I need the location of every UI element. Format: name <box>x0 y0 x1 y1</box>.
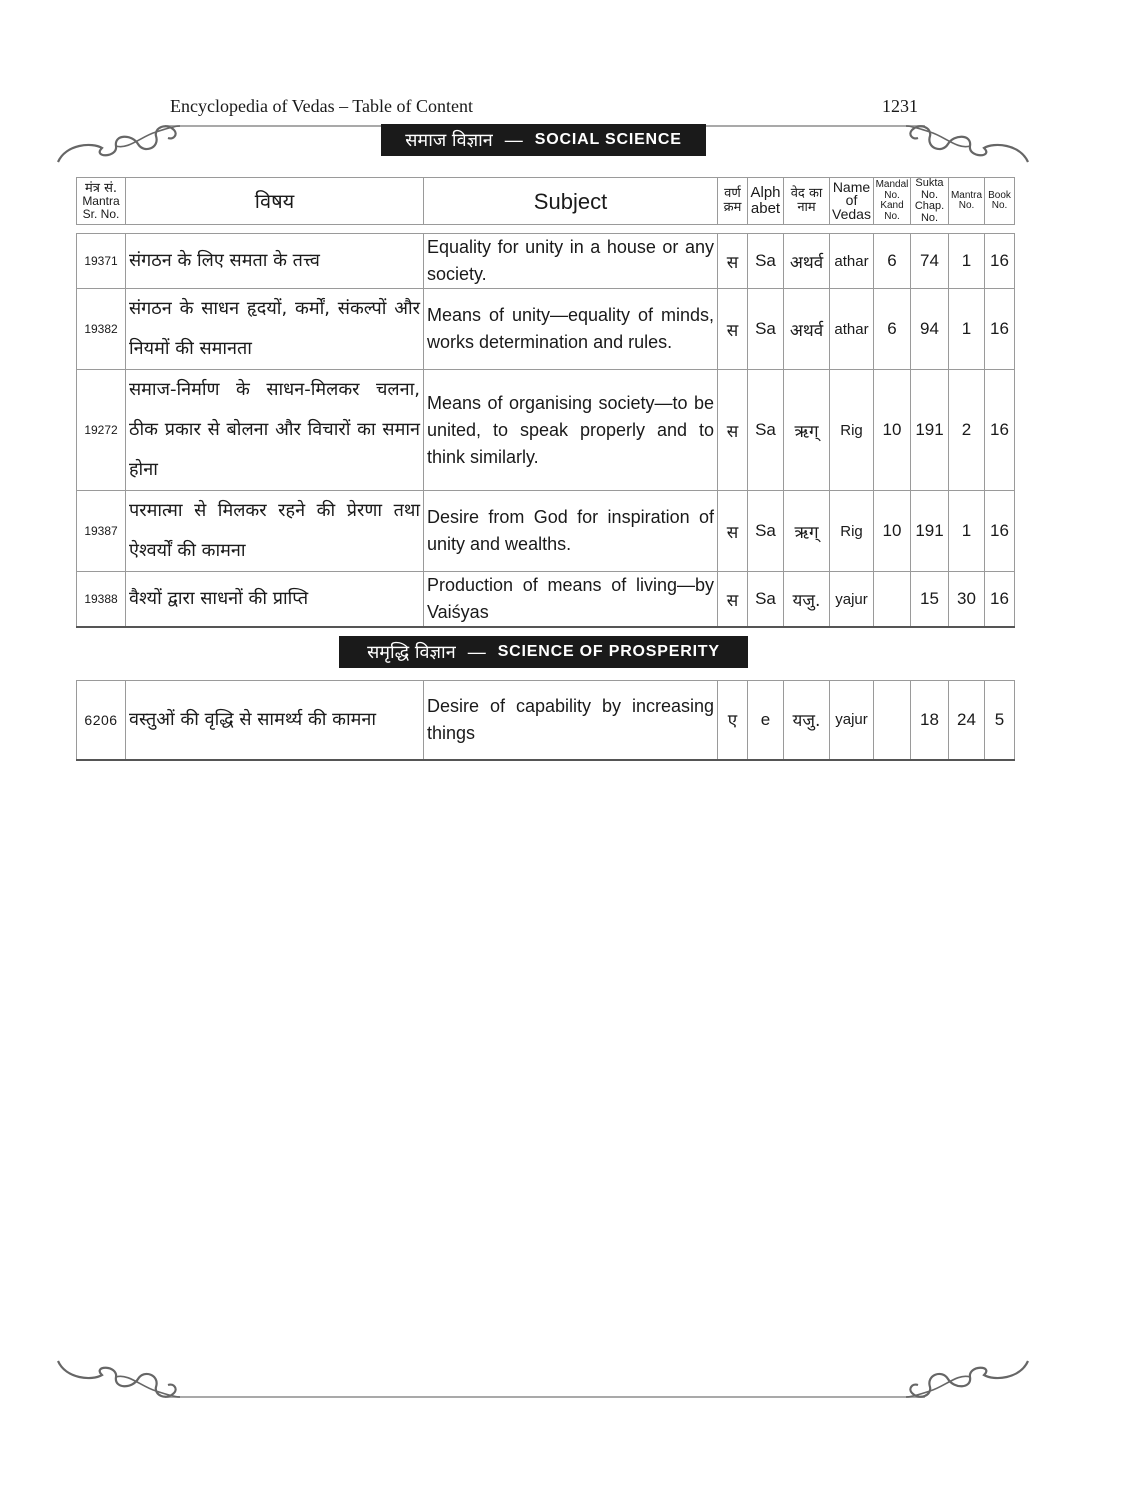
mandal-no: 10 <box>874 491 911 572</box>
book-no: 16 <box>985 370 1015 491</box>
science-of-prosperity-table <box>76 680 1015 761</box>
topic-hindi: संगठन के लिए समता के तत्त्व <box>126 234 424 289</box>
header-mantra-no: Mantra No. <box>949 178 985 225</box>
ved-name-english: yajur <box>830 572 874 628</box>
mantra-no: 1 <box>949 289 985 370</box>
varna-kram: स <box>718 572 748 628</box>
header-subject: Subject <box>424 178 718 225</box>
ved-name-english: yajur <box>830 681 874 760</box>
topic-english: Means of unity—equality of minds, works determination and rules. <box>424 289 718 370</box>
varna-kram: स <box>718 289 748 370</box>
mantra-sr-no: 19272 <box>77 370 126 491</box>
bottom-frame-line <box>165 1396 925 1398</box>
section-banner-social-science <box>381 124 706 156</box>
ved-name-english: athar <box>830 289 874 370</box>
mandal-no: 6 <box>874 234 911 289</box>
book-no: 16 <box>985 289 1015 370</box>
topic-english: Equality for unity in a house or any society. <box>424 234 718 289</box>
ved-name-english: Rig <box>830 370 874 491</box>
ved-name-hindi: अथर्व <box>784 289 830 370</box>
mantra-sr-no: 19382 <box>77 289 126 370</box>
book-no: 16 <box>985 234 1015 289</box>
mantra-sr-no: 19371 <box>77 234 126 289</box>
sukta-no: 191 <box>911 491 949 572</box>
mandal-no: 6 <box>874 289 911 370</box>
sukta-no: 18 <box>911 681 949 760</box>
running-head <box>170 96 918 122</box>
topic-hindi: वस्तुओं की वृद्धि से सामर्थ्य की कामना <box>126 681 424 760</box>
book-no: 5 <box>985 681 1015 760</box>
section-title-english: SOCIAL SCIENCE <box>534 131 682 148</box>
header-varna-kram: वर्ण क्रम <box>718 178 748 225</box>
mantra-sr-no: 19388 <box>77 572 126 628</box>
mandal-no: 10 <box>874 370 911 491</box>
book-no: 16 <box>985 572 1015 628</box>
sukta-no: 94 <box>911 289 949 370</box>
section-dash: — <box>467 641 486 662</box>
page-number: 1231 <box>882 96 918 116</box>
book-title: Encyclopedia of Vedas – Table of Content <box>170 96 473 116</box>
table-row <box>77 491 1015 572</box>
mandal-no <box>874 681 911 760</box>
ved-name-hindi: यजु. <box>784 572 830 628</box>
sukta-no: 191 <box>911 370 949 491</box>
ved-name-english: Rig <box>830 491 874 572</box>
bottom-right-ornament <box>905 1355 1030 1405</box>
header-mandal-kand-no: Mandal No. Kand No. <box>874 178 911 225</box>
topic-hindi: वैश्यों द्वारा साधनों की प्राप्ति <box>126 572 424 628</box>
mantra-sr-no: 6206 <box>77 681 126 760</box>
ved-name-hindi: ऋग् <box>784 491 830 572</box>
mantra-no: 1 <box>949 491 985 572</box>
header-name-of-vedas: Name of Vedas <box>830 178 874 225</box>
sukta-no: 74 <box>911 234 949 289</box>
ved-name-hindi: ऋग् <box>784 370 830 491</box>
mantra-no: 2 <box>949 370 985 491</box>
alphabet: Sa <box>748 234 784 289</box>
topic-hindi: समाज-निर्माण के साधन-मिलकर चलना, ठीक प्रकार से बोलना और विचारों का समान होना <box>126 370 424 491</box>
section-dash: — <box>504 129 523 150</box>
social-science-table <box>76 233 1015 628</box>
alphabet: Sa <box>748 491 784 572</box>
table-row <box>77 681 1015 760</box>
table-row <box>77 370 1015 491</box>
table-row <box>77 289 1015 370</box>
table-row <box>77 234 1015 289</box>
ved-name-hindi: यजु. <box>784 681 830 760</box>
varna-kram: स <box>718 370 748 491</box>
mantra-no: 24 <box>949 681 985 760</box>
section-banner-science-of-prosperity <box>339 636 748 668</box>
mantra-sr-no: 19387 <box>77 491 126 572</box>
section-title-hindi: समृद्धि विज्ञान <box>367 642 456 663</box>
alphabet: Sa <box>748 370 784 491</box>
top-left-ornament <box>56 118 181 168</box>
header-sr-no: मंत्र सं. Mantra Sr. No. <box>77 178 126 225</box>
header-vishay: विषय <box>126 178 424 225</box>
alphabet: Sa <box>748 289 784 370</box>
varna-kram: ए <box>718 681 748 760</box>
sukta-no: 15 <box>911 572 949 628</box>
column-header <box>76 177 1015 225</box>
header-alphabet: Alph abet <box>748 178 784 225</box>
header-ved-ka-naam: वेद का नाम <box>784 178 830 225</box>
mantra-no: 30 <box>949 572 985 628</box>
alphabet: Sa <box>748 572 784 628</box>
ved-name-english: athar <box>830 234 874 289</box>
alphabet: e <box>748 681 784 760</box>
book-no: 16 <box>985 491 1015 572</box>
header-book-no: Book No. <box>985 178 1015 225</box>
bottom-left-ornament <box>56 1355 181 1405</box>
topic-english: Desire from God for inspiration of unity and wealths. <box>424 491 718 572</box>
mantra-no: 1 <box>949 234 985 289</box>
header-sukta-chap-no: Sukta No. Chap. No. <box>911 178 949 225</box>
top-right-ornament <box>905 118 1030 168</box>
section-title-hindi: समाज विज्ञान <box>405 130 493 151</box>
table-row <box>77 572 1015 628</box>
topic-english: Desire of capability by increasing things <box>424 681 718 760</box>
topic-hindi: परमात्मा से मिलकर रहने की प्रेरणा तथा ऐश्वर्यों की कामना <box>126 491 424 572</box>
varna-kram: स <box>718 234 748 289</box>
mandal-no <box>874 572 911 628</box>
ved-name-hindi: अथर्व <box>784 234 830 289</box>
topic-hindi: संगठन के साधन हृदयों, कर्मों, संकल्पों और नियमों की समानता <box>126 289 424 370</box>
topic-english: Production of means of living—by Vaiśyas <box>424 572 718 628</box>
topic-english: Means of organising society—to be united, to speak properly and to think similarly. <box>424 370 718 491</box>
section-title-english: SCIENCE OF PROSPERITY <box>497 643 720 660</box>
varna-kram: स <box>718 491 748 572</box>
